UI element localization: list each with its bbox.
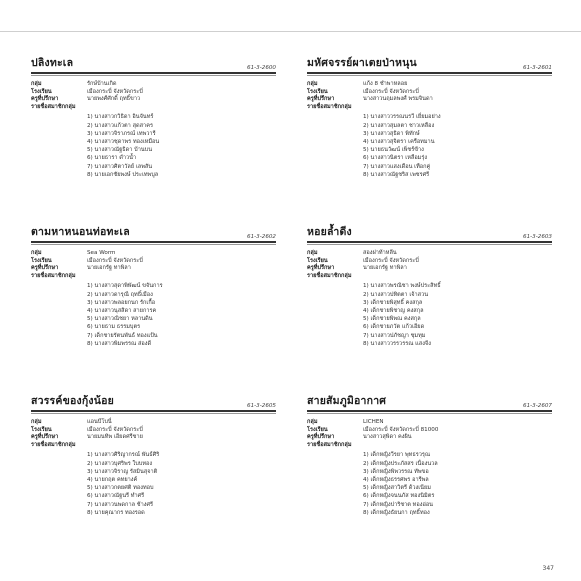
project-block-2600 [31,58,276,179]
member-list [363,282,552,348]
project-block-2601 [307,58,552,179]
school-name: เมืองกระบี่ จังหวัดกระบี่ 81000 [363,426,439,433]
member-item: 1) นางสาวพรณิชา พงษ์ประสิทธิ์ [363,283,441,290]
project-title: มหัศจรรย์ผาเตยป่าหนุน [307,57,417,69]
project-info [31,419,276,442]
project-info [307,250,552,273]
advisor-name: นายเอกรัฐ ทาพิลา [363,265,407,272]
title-rule [31,241,276,243]
member-item: 5) นางสาวณิชยา หลานดิน [87,316,153,323]
member-item: 8) นางสาวณัฐชริส เพชรศรี [363,171,430,178]
member-item: 8) เด็กหญิงธัยนกา ฤทธิ์ทอง [363,509,430,516]
group-name: แอนบีโบนี่ [87,419,112,425]
title-rule [307,72,552,74]
block-title-row [31,396,276,410]
members-label: รายชื่อสมาชิกกลุ่ม [31,103,76,110]
project-info [307,81,552,104]
project-info [31,250,276,273]
member-item: 5) เด็กหญิงสาวิตรี ด้วงเนียม [363,485,431,492]
title-rule [307,241,552,243]
member-item: 7) เด็กหญิงปาริชาต ทองอ่อน [363,501,434,508]
school-label: โรงเรียน [307,88,328,95]
school-label: โรงเรียน [31,257,52,264]
advisor-name: นางสาวสุพิดา คงผิน [363,434,412,441]
school-label: โรงเรียน [31,426,52,433]
title-subrule [307,413,552,414]
project-code: 61-3-2603 [523,234,552,240]
member-item: 6) นางสาวนิตรา เหลือมรุ่ง [363,155,428,162]
group-label: กลุ่ม [31,419,42,425]
member-item: 3) นางสาวพลอยกนก รักเกื้อ [87,299,156,306]
project-title: ตามหาหนอนท่อทะเล [31,226,130,238]
member-item: 1) เด็กหญิงวีรยา พุทธรวรุณ [363,452,431,459]
block-title-row [307,227,552,241]
project-info [31,81,276,104]
advisor-label: ครูที่ปรึกษา [307,434,335,441]
top-divider [0,31,581,32]
group-name: แก้ง 8 ชำพาหลอย [363,81,408,87]
member-item: 4) นางสาวสุจิตรา เครือทมาน [363,138,435,145]
school-name: เมืองกระบี่ จังหวัดกระบี่ [363,257,419,264]
project-code: 61-3-2605 [247,403,276,409]
member-item: 7) นางสาวแสงเดือน เทือกคู่ [363,163,431,170]
block-title-row [307,396,552,410]
project-block-2607 [307,396,552,517]
advisor-name: นายเอกรัฐ ทาพิลา [87,265,131,272]
member-item: 8) นายคุณากร ทองรอด [87,509,145,516]
member-item: 6) นายธาม ธรรมบุตร [87,324,141,331]
member-item: 3) เด็กชายพิสุทธิ์ คงสกุล [363,299,423,306]
block-title-row [31,227,276,241]
member-item: 3) นางสาวสุธิดา พิทักษ์ [363,130,420,137]
member-list [87,282,276,348]
member-item: 6) เด็กชายภวัต แก้วเอียด [363,324,425,331]
advisor-label: ครูที่ปรึกษา [31,96,59,103]
school-name: เมืองกระบี่ จังหวัดกระบี่ [87,426,143,433]
project-title: ปลิงทะเล [31,57,74,69]
group-label: กลุ่ม [307,250,318,256]
title-rule [31,72,276,74]
group-name: รักษ์บ้านเกิด [87,81,117,87]
title-subrule [31,75,276,76]
project-block-2602 [31,227,276,348]
member-item: 7) นางสาวนพดกาล ช้างศรี [87,501,154,508]
project-title: หอยล้ำดีง [307,226,352,238]
project-code: 61-3-2607 [523,403,552,409]
title-rule [31,410,276,412]
member-item: 6) เด็กหญิงจนนภัส ทองนิมิตร [363,493,435,500]
block-title-row [31,58,276,72]
title-subrule [31,244,276,245]
advisor-name: นายพงศ์ศักดิ์ ฤทธิ์ขาว [87,96,141,103]
member-item: 2) นางสาวสุมลตา ชาวเหลือง [363,122,435,129]
member-list [87,451,276,517]
project-title: สวรรค์ของกุ้งน้อย [31,395,114,407]
advisor-name: นางสาวนฤมลพงศ์ พรมจินดา [363,96,433,103]
member-list [87,113,276,179]
advisor-name: นายมนทิพ เอียดศรีชาย [87,434,143,441]
project-code: 61-3-2602 [247,234,276,240]
group-label: กลุ่ม [307,81,318,87]
member-item: 4) นายกฤต คทยางค์ [87,476,138,483]
project-block-2605 [31,396,276,517]
advisor-label: ครูที่ปรึกษา [307,265,335,272]
member-item: 8) นางสาววรรวรรณ แสงจีง [363,340,431,347]
block-title-row [307,58,552,72]
member-item: 5) นางสาวณัฐธิดา บ้านบน [87,147,153,154]
members-label: รายชื่อสมาชิกกลุ่ม [31,441,76,448]
member-item: 2) เด็กหญิงประภัสสร เนื่องนวล [363,460,438,467]
members-label: รายชื่อสมาชิกกลุ่ม [307,272,352,279]
member-item: 6) นางสาวณัฐนรี ทำศรี [87,493,145,500]
member-item: 3) เด็กหญิงพิพวรรณ ทัพขอ [363,468,429,475]
title-rule [307,410,552,412]
member-item: 6) นายธารา ดำวน้ำ [87,155,137,162]
member-item: 4) เด็กหญิงธรรศพร อารีพล [363,476,429,483]
member-item: 1) นางสาววรรณนรวี เยี่ยมอย่าง [363,114,441,121]
group-name: LICHEN [363,419,384,425]
member-item: 7) เด็กชายรัตนพันธ์ ทองแป้น [87,332,158,339]
school-label: โรงเรียน [307,257,328,264]
school-name: เมืองกระบี่ จังหวัดกระบี่ [363,88,419,95]
member-item: 5) นางสาวกตยศติ ทองทอบ [87,485,154,492]
member-item: 2) นางสาวปทิตตา เจ้าสวน [363,291,429,298]
group-name: Sea Worm [87,250,116,256]
member-item: 1) นางสาวกวิธิดา อินจันทร์ [87,114,154,121]
project-info [307,419,552,442]
member-list [363,451,552,517]
member-item: 3) นางสาวจิราญ รัสมินสุจาติ [87,468,158,475]
school-label: โรงเรียน [31,88,52,95]
school-name: เมืองกระบี่ จังหวัดกระบี่ [87,88,143,95]
school-name: เมืองกระบี่ จังหวัดกระบี่ [87,257,143,264]
title-subrule [307,75,552,76]
member-item: 1) นางสาวสุดาพิพัฒน์ ขจันการ [87,283,163,290]
advisor-label: ครูที่ปรึกษา [31,434,59,441]
members-label: รายชื่อสมาชิกกลุ่ม [307,441,352,448]
member-item: 5) นายธนวัฒน์ เพ็ชร์ข้าง [363,147,424,154]
member-item: 2) นางสาวแก้วตา สุดสาคร [87,122,153,129]
member-item: 3) นางสาวจิราภรณ์ เทพวารี [87,130,156,137]
project-code: 61-3-2600 [247,65,276,71]
member-item: 4) นางสาวนุสสิดา สายการค [87,307,157,314]
project-code: 61-3-2601 [523,65,552,71]
member-list [363,113,552,179]
project-title: สายสัมภูมิอากาศ [307,395,387,407]
group-label: กลุ่ม [31,81,42,87]
advisor-label: ครูที่ปรึกษา [31,265,59,272]
member-item: 5) เด็กชายพิพณ คงสกุล [363,316,421,323]
school-label: โรงเรียน [307,426,328,433]
group-label: กลุ่ม [31,250,42,256]
member-item: 7) นางสาวปภัชญา ชุมทุม [363,332,426,339]
group-label: กลุ่ม [307,419,318,425]
member-item: 4) นางสาวชุดาพร ทองเหมือน [87,138,160,145]
member-item: 8) นางสาวพิมพรรณ ส่องดี [87,340,152,347]
member-item: 1) นางสาวศิริญากรณ์ พันธ์ศิริ [87,452,160,459]
member-item: 7) นางสาวศิตาวัลย์ เลพสัน [87,163,153,170]
member-item: 8) นายเอกชัยพงษ์ ประเทพบูล [87,171,159,178]
member-item: 2) นางสาวดารุณี ฤทธิ์เมือง [87,291,153,298]
group-name: สองฝาท้าหลีน [363,250,397,256]
project-block-2603 [307,227,552,348]
advisor-label: ครูที่ปรึกษา [307,96,335,103]
member-item: 2) นางสาวบุศริพร ใบบทอง [87,460,153,467]
members-label: รายชื่อสมาชิกกลุ่ม [31,272,76,279]
page-number: 347 [542,565,554,572]
title-subrule [31,413,276,414]
member-item: 4) เด็กชายพิชาญ คงสกุล [363,307,424,314]
title-subrule [307,244,552,245]
members-label: รายชื่อสมาชิกกลุ่ม [307,103,352,110]
